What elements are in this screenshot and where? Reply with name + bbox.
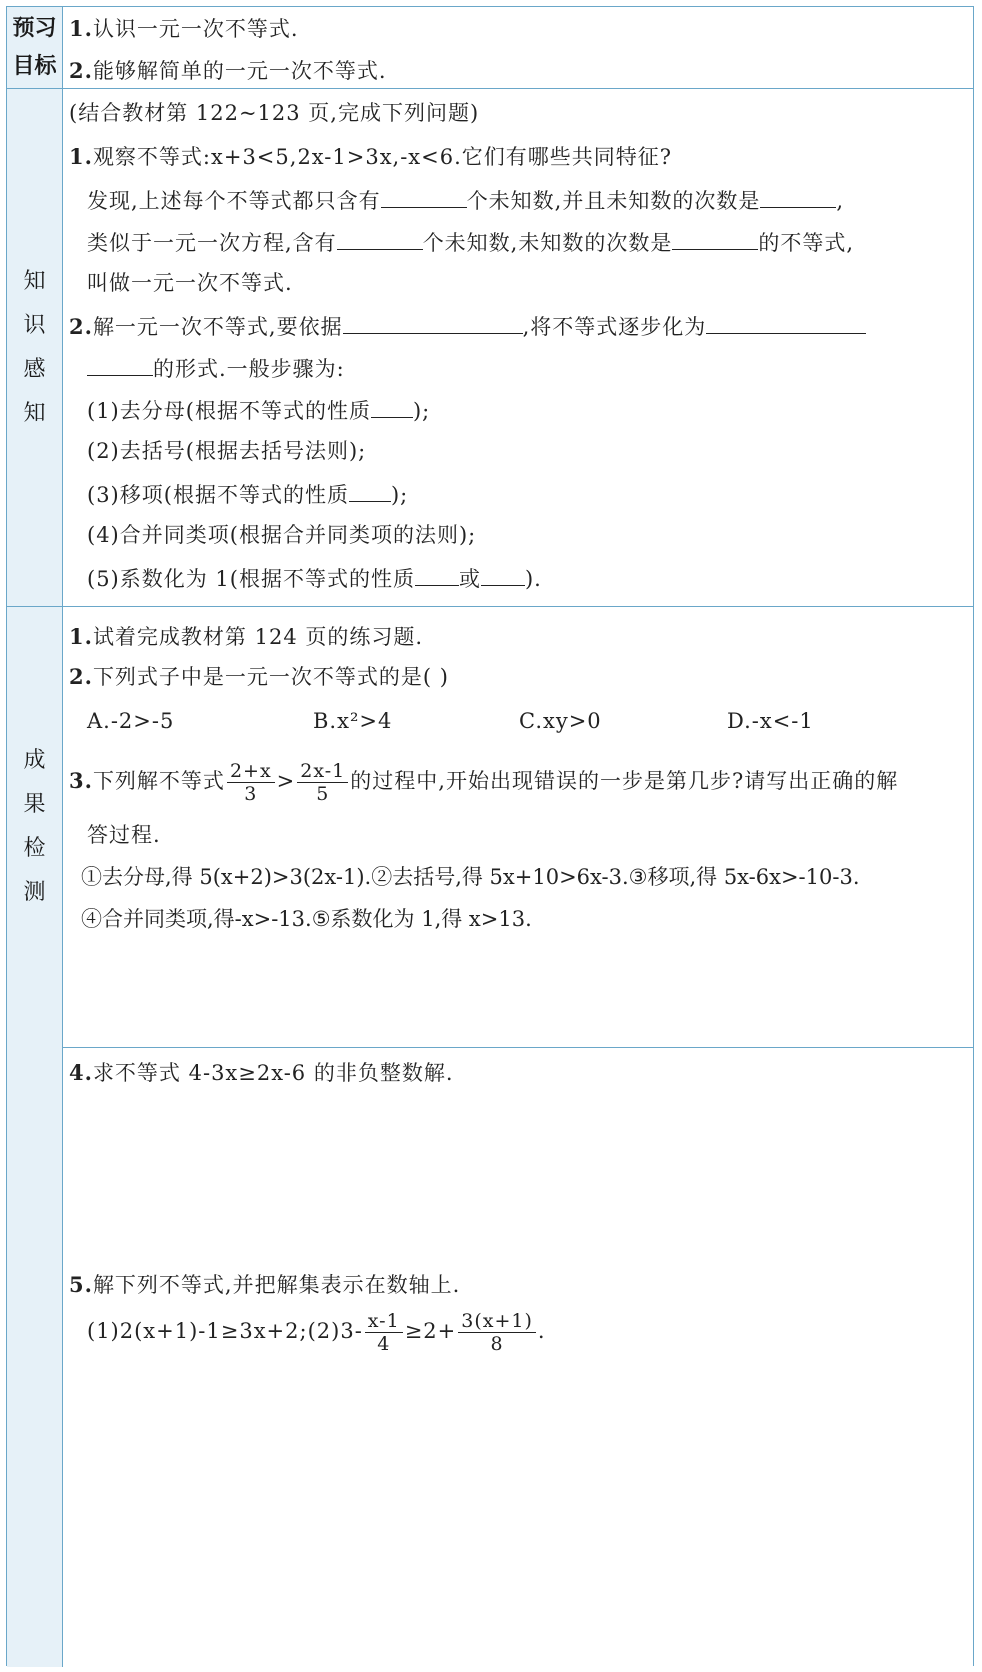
question-number: 2. [69, 664, 93, 689]
label-char: 检 [23, 836, 46, 861]
denominator: 4 [377, 1333, 391, 1355]
label-char: 知 [23, 268, 46, 294]
label-char: 识 [23, 312, 46, 338]
fraction [227, 760, 275, 805]
fill-blank[interactable] [371, 395, 413, 418]
preview-label-line2: 目标 [12, 53, 57, 79]
question-text: 求不等式 4-3x≥2x-6 的非负整数解. [92, 1061, 454, 1085]
text: 解一元一次不等式,要依据 [92, 315, 343, 339]
text: (3)移项(根据不等式的性质 [87, 483, 349, 507]
check-q3-line1 [69, 753, 898, 809]
preview-label-line1: 预习 [12, 15, 57, 41]
text: . [537, 1319, 546, 1343]
text: ); [412, 399, 431, 423]
option-c[interactable]: C.xy>0 [519, 709, 602, 733]
check-content [63, 607, 973, 1667]
knowledge-q2-step2: (2)去括号(根据去括号法则); [87, 439, 367, 463]
question-number: 3. [69, 768, 93, 793]
option-d[interactable]: D.-x<-1 [727, 709, 814, 733]
preview-label [7, 7, 63, 88]
knowledge-content [63, 89, 973, 606]
text: ). [524, 567, 542, 591]
worksheet-table [6, 6, 974, 1666]
text: ,将不等式逐步化为 [522, 315, 707, 339]
denominator: 8 [490, 1333, 504, 1355]
question-number: 2. [69, 314, 93, 339]
knowledge-q2-line2 [87, 353, 345, 383]
text: 或 [458, 567, 481, 591]
knowledge-q2-step5 [87, 563, 542, 593]
numerator: x-1 [365, 1310, 403, 1333]
fill-blank[interactable] [381, 185, 467, 208]
text: (1)2(x+1)-1≥3x+2;(2)3- [87, 1319, 363, 1343]
label-char: 果 [23, 792, 46, 817]
knowledge-q2-step3 [87, 479, 408, 509]
question-text: 下列式子中是一元一次不等式的是( ) [92, 665, 449, 689]
text: 类似于一元一次方程,含有 [87, 231, 337, 255]
preview-section [7, 7, 973, 89]
text: 个未知数,未知数的次数是 [422, 231, 673, 255]
fill-blank[interactable] [672, 227, 758, 250]
check-label [7, 607, 63, 1047]
label-char: 知 [23, 400, 46, 426]
question-number: 1. [69, 624, 93, 649]
fill-blank[interactable] [87, 353, 153, 376]
question-number: 5. [69, 1272, 93, 1297]
knowledge-q1-line4: 叫做一元一次不等式. [87, 271, 293, 295]
preview-item-1 [69, 15, 299, 43]
check-q5-expr [87, 1303, 546, 1359]
check-q4 [69, 1059, 454, 1087]
text: 的形式.一般步骤为: [153, 357, 345, 381]
text: 的不等式, [758, 231, 855, 255]
fill-blank[interactable] [760, 185, 836, 208]
text: 个未知数,并且未知数的次数是 [466, 189, 761, 213]
option-b[interactable]: B.x²>4 [313, 709, 393, 733]
label-char: 感 [23, 356, 46, 382]
text: (1)去分母(根据不等式的性质 [87, 399, 371, 423]
text: 发现,上述每个不等式都只含有 [87, 189, 381, 213]
knowledge-q2-step1 [87, 395, 430, 425]
denominator: 5 [316, 783, 330, 805]
question-number: 1. [69, 144, 93, 169]
knowledge-label [7, 89, 63, 606]
text: ); [390, 483, 409, 507]
knowledge-q1-text [69, 143, 672, 171]
option-a[interactable]: A.-2>-5 [87, 709, 175, 733]
knowledge-intro: (结合教材第 122~123 页,完成下列问题) [69, 101, 480, 125]
answer-area[interactable] [69, 1097, 929, 1257]
numerator: 2+x [227, 760, 275, 783]
check-q1 [69, 623, 423, 651]
knowledge-q1-line2 [87, 185, 844, 215]
item-number: 1. [69, 16, 93, 41]
knowledge-section [7, 89, 973, 607]
label-char: 测 [23, 880, 46, 905]
fill-blank[interactable] [349, 479, 391, 502]
check-section [7, 607, 973, 1667]
question-text: 解下列不等式,并把解集表示在数轴上. [92, 1273, 461, 1297]
fraction [365, 1310, 403, 1355]
check-q3-line4: ④合并同类项,得-x>-13.⑤系数化为 1,得 x>13. [81, 907, 532, 931]
item-text: 能够解简单的一元一次不等式. [92, 59, 387, 83]
fill-blank[interactable] [415, 563, 459, 586]
question-number: 4. [69, 1060, 93, 1085]
fraction [458, 1310, 536, 1355]
knowledge-q1-line3 [87, 227, 854, 257]
question-text: 试着完成教材第 124 页的练习题. [92, 625, 424, 649]
question-text: 观察不等式:x+3<5,2x-1>3x,-x<6.它们有哪些共同特征? [92, 145, 673, 169]
fill-blank[interactable] [706, 311, 866, 334]
answer-area[interactable] [69, 1377, 929, 1647]
text: (5)系数化为 1(根据不等式的性质 [87, 567, 415, 591]
text: 的过程中,开始出现错误的一步是第几步?请写出正确的解 [350, 769, 899, 793]
check-q3-line3: ①去分母,得 5(x+2)>3(2x-1).②去括号,得 5x+10>6x-3.③移项,得 5x-6x>-10-3. [81, 865, 860, 889]
denominator: 3 [244, 783, 258, 805]
fill-blank[interactable] [337, 227, 423, 250]
item-text: 认识一元一次不等式. [92, 17, 299, 41]
text: ≥2+ [404, 1319, 457, 1343]
preview-item-2 [69, 57, 387, 85]
check-q3-line2: 答过程. [87, 823, 161, 847]
label-char: 成 [23, 748, 46, 773]
numerator: 2x-1 [297, 760, 348, 783]
knowledge-q2-line1 [69, 311, 866, 341]
numerator: 3(x+1) [458, 1310, 536, 1333]
text: 下列解不等式 [92, 769, 225, 793]
check-q5 [69, 1271, 460, 1299]
fill-blank[interactable] [343, 311, 523, 334]
check-label-extension [7, 1047, 63, 1667]
divider [63, 1047, 973, 1048]
preview-content [63, 7, 973, 88]
text: , [836, 189, 845, 213]
item-number: 2. [69, 58, 93, 83]
check-q2 [69, 663, 449, 691]
text: > [276, 769, 296, 793]
fraction [297, 760, 348, 805]
fill-blank[interactable] [481, 563, 525, 586]
knowledge-q2-step4: (4)合并同类项(根据合并同类项的法则); [87, 523, 477, 547]
